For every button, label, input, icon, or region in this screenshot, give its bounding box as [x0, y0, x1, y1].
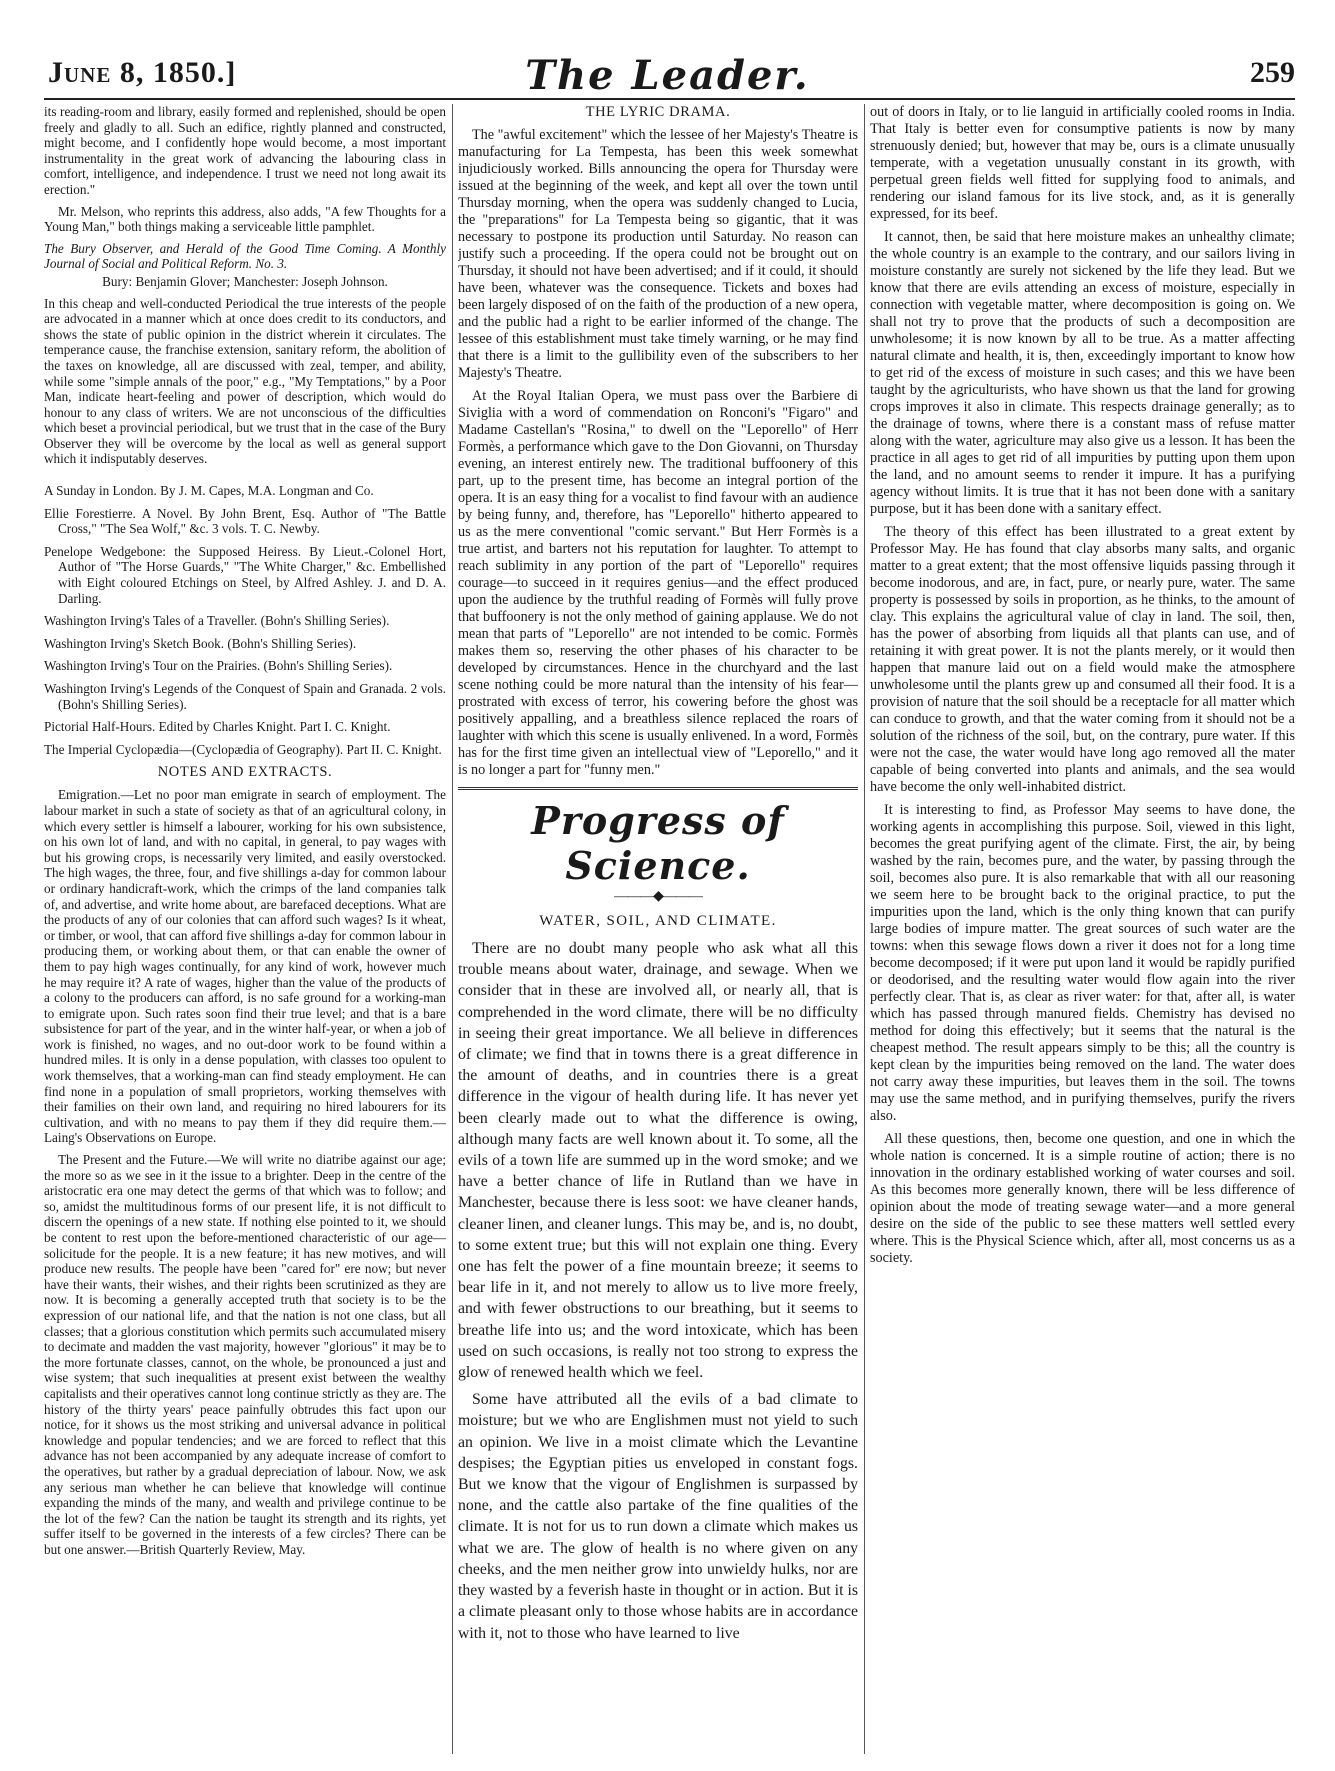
climate-paragraph-5: All these questions, then, become one question, and one in which the whole nation is concerned. It is a simple routine of action; there is no innovation in the ordinary established working of water courses and soil. As this becomes more generally known, there will be less difference of opinion about the mode of treating sewage water—and a more general desire on the side of the public to see these matters well settled every where. This is the Physical Science which, after all, most concerns us as a society.: [870, 1131, 1295, 1266]
book-entry: Washington Irving's Tour on the Prairies. (Bohn's Shilling Series).: [44, 658, 393, 674]
column-left: [44, 104, 446, 1754]
ornament-divider: ———◆———: [614, 889, 702, 904]
book-entry: Pictorial Half-Hours. Edited by Charles Knight. Part I. C. Knight.: [44, 719, 391, 735]
present-future-article: The Present and the Future.—We will write no diatribe against our age; the more so as we see in it the issue to a brighter. Deep in the centre of the aristocratic era one may detect the germs of that which was to follow; and so, amidst the multitudinous forms of our present life, it is not difficult to discern the openings of a new state. If nothing else pointed to it, we should be content to rest upon the before-mentioned characteristic of our age—solicitude for the people. It is a new feature; it has new motives, and will produce new results. The people have been "cared for" ere now; but never have their wants, their wishes, and their rights been scrutinized as they are now. It is becoming a generally accepted truth that society is to be the expression of our national life, and that the nation is not one class, but all classes; that a glorious constitution which permits such accumulated misery to decimate and madden the vast majority, however "glorious" it may be to the more fortunate classes, cannot, on the whole, be pronounced a just and wise system; that such inequalities at present exist between the wealthy capitalists and their operatives cannot long continue strictly as they are. The history of the thirty years' peace painfully obtrudes this fact upon our notice, for it shows us the most striking and universal advance in political knowledge and popular tendencies; and we are forced to reflect that this advance has not been accompanied by any adequate increase of comfort to the operatives, but rather by a gradual depreciation of labour. Now, we ask any serious man whether he can believe that knowledge will continue expanding the minds of the many, and wealth and privilege continue to be the lot of the few? Can the nation be taught its strength and its rights, yet suffer itself to be governed in the interests of a few circles? There can be but one answer.—British Quarterly Review, May.: [44, 1152, 446, 1557]
climate-paragraph-4: It is interesting to find, as Professor May seems to have done, the working agents in accomplishing this purpose. Soil, viewed in this light, becomes the great purifying agent of the climate. First, the air, by being washed by the rain, becomes pure, and the water, by passing through the soil, becomes also pure. It is also remarkable that with all our reasoning we seem here to be brought back to the original practice, to put the impurities upon the land, which is the only thing known that can purify large bodies of impure matter. The great sources of such water are the towns: when this sewage flows down a river it does not for a long time become decomposed; if it were put upon land it would be rapidly purified or deodorised, and the resulting water would flow again into the river perfectly clear. That is, as clear as river water: for that, after all, is water which has passed through manured fields. Chemistry has devised no method for doing this effectively; but it seems that the natural is the cheapest method. The result appears simply to be this; all the country is kept clean by the impurities being removed on the land. The water does not carry away these impurities, but leaves them in the soil. The towns may use the same method, and in purifying themselves, purify the rivers also.: [870, 802, 1295, 1124]
book-entry: A Sunday in London. By J. M. Capes, M.A. Longman and Co.: [44, 483, 374, 499]
page-number: 259: [1250, 56, 1295, 89]
header-rule: [44, 98, 1295, 100]
library-paragraph: its reading-room and library, easily formed and replenished, should be open freely and gladly to all. Such an edifice, rightly planned and constructed, might become, and I confidently hope would become, a most important instrumentality in the great work of advancing the labouring class in comfort, intelligence, and independence. I trust we need not long await its erection.": [44, 104, 446, 197]
column-middle: [458, 104, 858, 1754]
lyric-drama-heading: THE LYRIC DRAMA.: [585, 104, 731, 120]
water-soil-climate-heading: WATER, SOIL, AND CLIMATE.: [539, 913, 777, 929]
book-entry: The Imperial Cyclopædia—(Cyclopædia of Geography). Part II. C. Knight.: [44, 741, 442, 757]
lyric-drama-paragraph-1: The "awful excitement" which the lessee of her Majesty's Theatre is manufacturing for La Tempesta, has been this week somewhat injudiciously worked. Bills announcing the opera for Thursday were issued at the beginning of the week, and kept all over the town until Thursday morning, when the opera was suddenly changed to Lucia, the "preparations" for La Tempesta being so gigantic, that it was necessary to postpone its production until Saturday. No reason can justify such a proceeding. If the opera could not be brought out on Thursday, it should not have been advertised; and if it could, it should have been, whatever was the consequence. Tickets and boxes had been largely disposed of on the faith of the production of a new opera, and the public had a right to be earlier informed of the change. The lessee of this establishment must take timely warning, or he may find that there is a limit to the gullibility even of the subscribers to her Majesty's Theatre.: [458, 127, 858, 381]
progress-of-science-heading: Progress of Science.: [531, 798, 785, 888]
water-paragraph-2: Some have attributed all the evils of a bad climate to moisture; but we who are Englishmen must not yield to such an opinion. We live in a moist climate which the Levantine despises; the Egyptian pities us enveloped in constant fogs. But we know that the vigour of Englishmen is surpassed by none, and the cattle also partake of the fine qualities of the climate. It is not for us to run down a climate which makes us what we are. The glow of health is no where given on any cheeks, and the men neither grow into unwieldy hulks, nor are they wasted by a feverish haste in thought or in action. But it is a climate pleasant only to those whose habits are in accordance with it, not to those who have learned to live: [458, 1391, 858, 1642]
melson-paragraph: Mr. Melson, who reprints this address, also adds, "A few Thoughts for a Young Man," both things making a serviceable little pamphlet.: [44, 203, 446, 235]
bury-observer-review: In this cheap and well-conducted Periodical the true interests of the people are advocated in a manner which at once does credit to its conductors, and shows the state of public opinion in the district wherein it circulates. The temperance cause, the franchise extension, sanitary reform, the abolition of the taxes on knowledge, all are discussed with zeal, temper, and ability, while some "simple annals of the poor," e.g., "My Temptations," by a Poor Man, indicate heart-feeling and power of description, which would do honour to any class of writers. We are not unconscious of the difficulties which beset a provincial periodical, but we trust that in the case of the Bury Observer they will be overcome by the local as well as general support which it indisputably deserves.: [44, 295, 446, 467]
emigration-article: Emigration.—Let no poor man emigrate in search of employment. The labour market in such a state of society as that of an agricultural colony, in which every settler is himself a labourer, working for his own subsistence, on his own lot of land, and with no capital, in general, to pay wages with but his growing crops, is necessarily very limited, and easily overstocked. The high wages, the three, four, and five shillings a-day for common labour or ordinary handicraft-work, which the crimps of the land companies talk of, and advertise, and write home about, are barefaced deceptions. What are the products of any of our colonies that can afford such wages? Is it wheat, or timber, or wool, that can afford five shillings a-day for common labour in producing them, or working about them, or that can enable the owner of them to pay high wages continually, for any kind of work, however much he may require it? A rate of wages, higher than the value of the products of a colony to the producers can afford, is no safe ground for a working-man to emigrate upon. Such rates soon find their true level; and that is a bare subsistence for part of the year, and in the winter half-year, or when a job of work is finished, no wages, and no out-door work to be found within a hundred miles. It is only in a dense population, with classes too opulent to work themselves, that a working-man can find steady employment. He can find none in a population of small proprietors, working themselves with their families on their own land, and requiring no hired labourers for its cultivation, and with no means to pay them if they did require them.—Laing's Observations on Europe.: [44, 787, 446, 1146]
book-entry: Washington Irving's Legends of the Conquest of Spain and Granada. 2 vols. (Bohn's Shilling Series).: [44, 681, 446, 712]
bury-observer-publisher: Bury: Benjamin Glover; Manchester: Joseph Johnson.: [102, 273, 388, 289]
book-entry: Washington Irving's Tales of a Traveller. (Bohn's Shilling Series).: [44, 613, 390, 629]
books-received-list: [44, 483, 446, 757]
climate-paragraph-2: It cannot, then, be said that here moisture makes an unhealthy climate; the whole country is an example to the contrary, and our sailors living in moisture constantly are surely not sickened by the life they lead. But we know that there are evils attending an excess of moisture, especially in connection with vegetable matter, where decomposition is going on. We shall not try to prove that the products of such a decomposition are unwholesome; it is now known by all to be true. As a matter affecting natural climate and health, it is, then, exceedingly important to know how to get rid of the excess of moisture in such cases; and this we have been taught by the agriculturists, who have shown us that the land for growing crops improves it also in climate. This respects drainage generally; as to the drainage of towns, where there is a constant mass of refuse matter along with the water, agriculture may also give us a lesson. It has been the practice in all ages to get rid of all impurities by putting upon them upon the land, and no amount seems to render it impure. It has a purifying agency without limits. It is true that it has not been done with a sanitary purpose, but it has been done with a sanitary effect.: [870, 229, 1295, 517]
water-paragraph-1: There are no doubt many people who ask what all this trouble means about water, drainage, and sewage. When we consider that in these are involved all, or nearly all, that is comprehended in the word climate, there will be no difficulty in seeing their great importance. We all believe in differences of climate; we find that in towns there is a great difference in the amount of deaths, and in countries there is a great difference in the vigour of health during life. It has never yet been clearly made out to what the difference is owing, although many facts are well known about it. To some, all the evils of a town life are summed up in the word smoke; and we have a better chance of life in Rutland than we have in Manchester, because there is less soot: we have cleaner hands, cleaner linen, and cleaner lungs. This may be, and is, no doubt, to some extent true; but this will not explain one thing. Every one has felt the power of a fine mountain breeze; it seems to bear life in it, and not merely to allow us to live more freely, and with fewer obstructions to our breathing, but it seems to breathe life into us; and the word intoxicate, which has been used on such occasions, is really not too strong to express the glow of renewed health which we feel.: [458, 940, 858, 1382]
climate-paragraph-3: The theory of this effect has been illustrated to a great extent by Professor May. He has found that clay absorbs many salts, and organic matter to a great extent; that the most offensive liquids passing through it become inodorous, and are, in fact, pure, or nearly pure, water. The same property is possessed by soils in proportion, as he thinks, to the amount of clay. This explains the agricultural value of clay in land. The soil, then, has the power of absorbing from liquids all that plants can use, and of retaining it with great power. It is not the plants merely, or it would then happen that manure laid out on a field would make the atmosphere unwholesome until the plants grew up and consumed all their food. It is a provision of nature that the soil should be a receptacle for all matter which can conduce to growth, and that the water coming from it should not be a solution of the richness of the soil, but, on the contrary, pure water. If this were not the case, the water would have long ago removed all the mater capable of being converted into plants and animals, and the sea would have become the only well-inhabited district.: [870, 524, 1295, 795]
issue-date: June 8, 1850.]: [48, 56, 237, 89]
book-entry: Ellie Forestierre. A Novel. By John Brent, Esq. Author of "The Battle Cross," "The Sea Wolf," &c. 3 vols. T. C. Newby.: [44, 505, 446, 537]
column-divider-1: [452, 104, 453, 1754]
column-right: [870, 104, 1295, 1754]
column-divider-2: [864, 104, 865, 1754]
book-entry: Penelope Wedgebone: the Supposed Heiress. By Lieut.-Colonel Hort, Author of "The Horse Guards," "The White Charger," &c. Embellished with Eight coloured Etchings on Steel, by Alfred Ashley. J. and D. A. Darling.: [44, 543, 446, 606]
section-divider: [458, 787, 858, 790]
bury-observer-title: The Bury Observer, and Herald of the Good Time Coming. A Monthly Journal of Social and Political Reform. No. 3.: [44, 240, 446, 272]
book-entry: Washington Irving's Sketch Book. (Bohn's Shilling Series).: [44, 635, 357, 651]
notes-extracts-heading: NOTES AND EXTRACTS.: [157, 764, 333, 781]
climate-paragraph-1: out of doors in Italy, or to lie languid in artificially cooled rooms in India. That Italy is better even for consumptive patients is now by many strenuously denied; but, however that may be, ours is a climate unusually temperate, with a vegetation unusually constant in its growth, with perpetual green fields well fitted for supplying food to animals, and rendering our island famous for its live stock, and, as it is generally expressed, for its beef.: [870, 104, 1295, 222]
lyric-drama-paragraph-2: At the Royal Italian Opera, we must pass over the Barbiere di Siviglia with a word of commendation on Ronconi's "Figaro" and Madame Castellan's "Rosina," to dwell on the "Leporello" of Herr Formès, a performance which gave to the Don Giovanni, on Thursday evening, an interest entirely new. The traditional buffoonery of this part, up to the present time, has become an integral portion of the opera. It is an easy thing for a vocalist to find favour with an audience by being funny, and, therefore, has "Leporello" hitherto appeared to us as the mere conventional "comic servant." But Herr Formès is a true artist, and barters not his reputation for laughter. To attempt to reach sublimity in any portion of the part of "Leporello" requires courage—to succeed in it requires genius—and the effect produced upon the audience by the truthful reading of Formès will fully prove that buffoonery is not the only method of gaining applause. We do not mean that parts of "Leporello" are not intended to be comic. Formès makes them so, reserving the other phases of his character to be developed by circumstances. Hence in the churchyard and the last scene nothing could be more natural than the intensity of his fear—prostrated with excess of terror, his cowering before the ghost was positively appalling, and a breathless silence replaced the roars of laughter with which this scene is usually enlivened. In a word, Formès has for the first time given an intellectual view of "Leporello," and it is no longer a part for "funny men.": [458, 388, 858, 778]
masthead-title: The Leader.: [525, 52, 810, 99]
